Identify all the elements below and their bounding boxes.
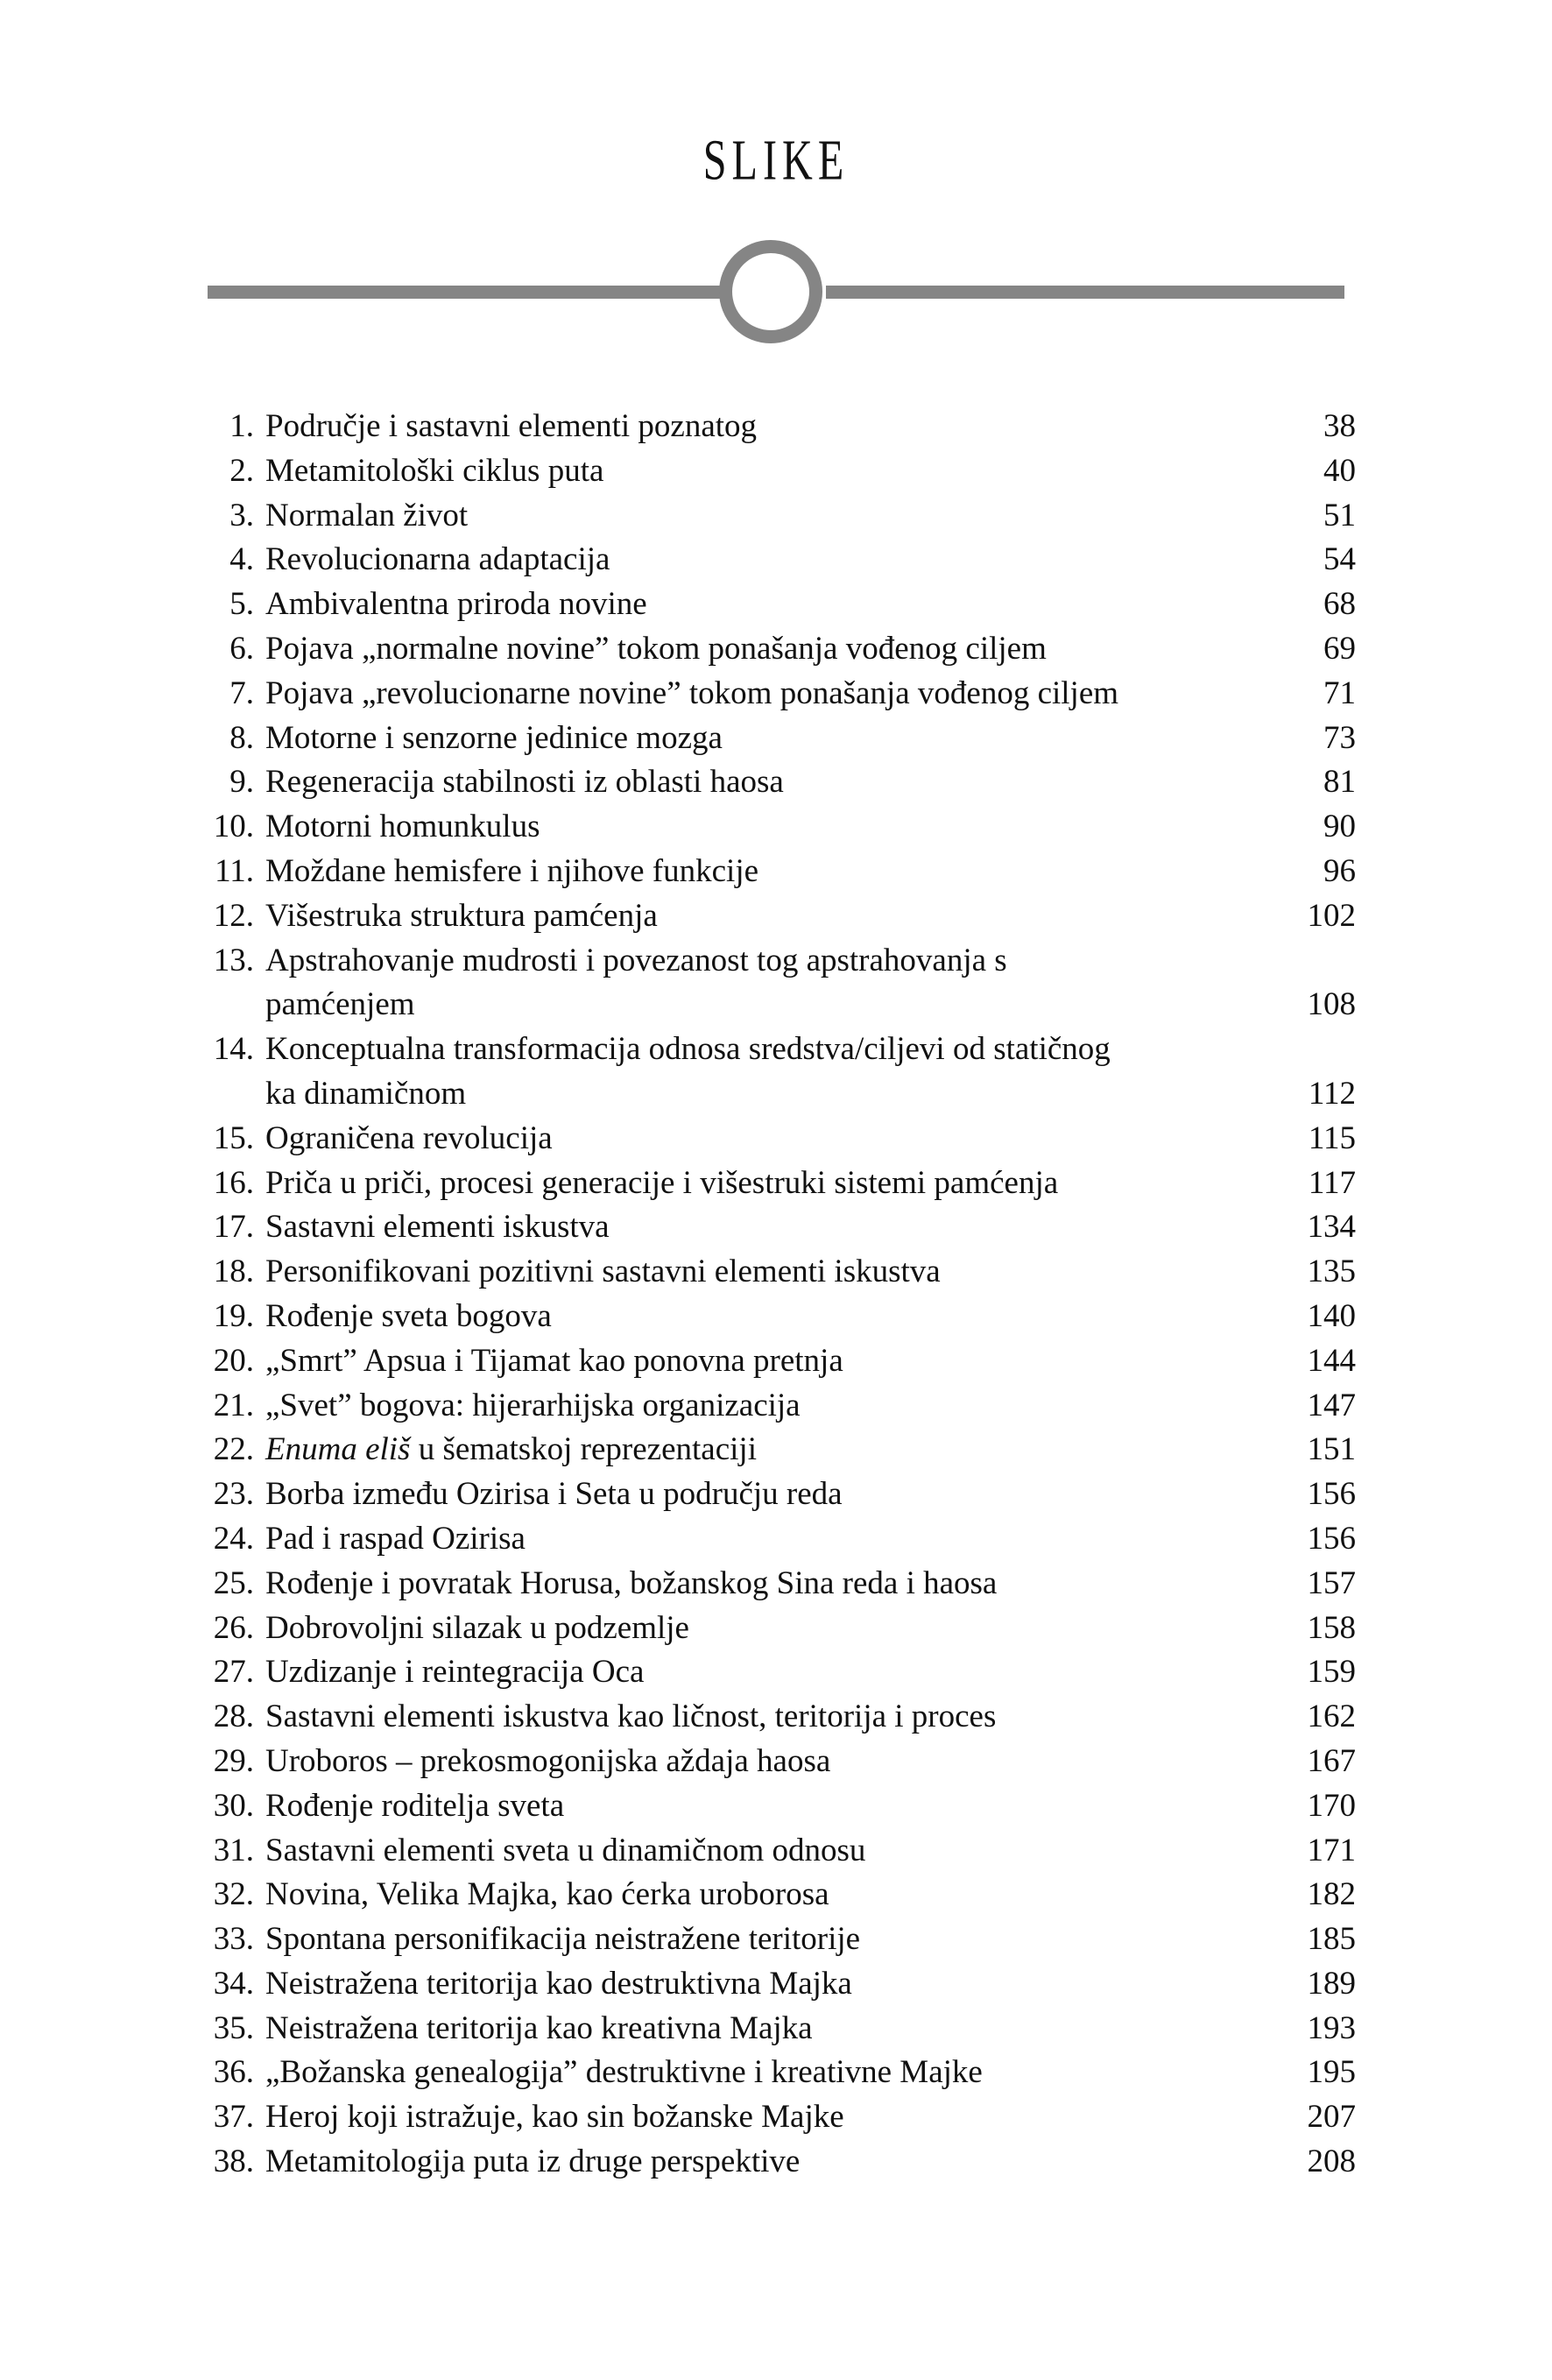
figure-page-number: 90 (1323, 809, 1356, 845)
figure-list-item[interactable] (200, 1028, 1356, 1072)
figure-list-item[interactable] (200, 2140, 1356, 2185)
figure-number: 20. (213, 1342, 254, 1379)
circle-ornament-icon (719, 240, 822, 343)
figure-list-item-continuation[interactable] (200, 1072, 1356, 1117)
figure-caption-italic: Enuma eliš (265, 1431, 411, 1468)
figure-caption: Motorne i senzorne jedinice mozga (265, 719, 723, 756)
figure-page-number: 68 (1323, 586, 1356, 623)
figure-page-number: 159 (1307, 1654, 1356, 1691)
figure-number: 17. (213, 1209, 254, 1246)
figure-number: 19. (213, 1297, 254, 1334)
figure-page-number: 189 (1307, 1965, 1356, 2002)
figure-list-item[interactable] (200, 672, 1356, 717)
figure-page-number: 157 (1307, 1564, 1356, 1601)
figure-list-item[interactable] (200, 1740, 1356, 1784)
figure-page-number: 158 (1307, 1609, 1356, 1646)
figure-list-item[interactable] (200, 1384, 1356, 1429)
figure-caption-continuation: ka dinamičnom (265, 1075, 467, 1112)
figure-number: 34. (213, 1965, 254, 2002)
figure-page-number: 96 (1323, 852, 1356, 889)
figure-number: 30. (213, 1787, 254, 1824)
figure-page-number: 117 (1308, 1164, 1356, 1201)
figure-number: 2. (229, 452, 254, 489)
figure-number: 38. (213, 2143, 254, 2180)
figure-number: 8. (229, 719, 254, 756)
figure-list-item[interactable] (200, 2051, 1356, 2095)
figure-page-number: 40 (1323, 452, 1356, 489)
figure-caption: Sastavni elementi iskustva kao ličnost, teritorija i proces (265, 1698, 997, 1735)
figure-caption: Borba između Ozirisa i Seta u području reda (265, 1476, 843, 1513)
figure-caption: Rođenje sveta bogova (265, 1297, 552, 1334)
figure-list-item[interactable] (200, 1295, 1356, 1339)
rule-right-segment (826, 286, 1344, 299)
figure-list-item[interactable] (200, 1162, 1356, 1206)
figure-page-number: 185 (1307, 1921, 1356, 1958)
figure-list-item[interactable] (200, 894, 1356, 939)
figure-number: 9. (229, 764, 254, 801)
figure-caption: Rođenje i povratak Horusa, božanskog Sina reda i haosa (265, 1564, 998, 1601)
figure-page-number: 156 (1307, 1520, 1356, 1557)
figure-page-number: 69 (1323, 630, 1356, 667)
figure-list-item[interactable] (200, 760, 1356, 805)
figure-page-number: 182 (1307, 1876, 1356, 1913)
figure-caption: Pojava „revolucionarne novine” tokom ponašanja vođenog ciljem (265, 674, 1119, 711)
figure-number: 26. (213, 1609, 254, 1646)
figure-number: 22. (213, 1431, 254, 1468)
figure-page-number: 140 (1307, 1297, 1356, 1334)
figure-list (200, 405, 1356, 2185)
figure-caption: Pojava „normalne novine” tokom ponašanja vođenog ciljem (265, 630, 1047, 667)
figure-number: 31. (213, 1832, 254, 1868)
figure-caption: „Svet” bogova: hijerarhijska organizacija (265, 1387, 801, 1423)
figure-page-number: 144 (1307, 1342, 1356, 1379)
rule-left-segment (208, 286, 726, 299)
figure-caption: Priča u priči, procesi generacije i višestruki sistemi pamćenja (265, 1164, 1059, 1201)
figure-number: 37. (213, 2099, 254, 2136)
figure-number: 32. (213, 1876, 254, 1913)
figure-list-item[interactable] (200, 1428, 1356, 1472)
figure-caption: Moždane hemisfere i njihove funkcije (265, 852, 759, 889)
figure-number: 7. (229, 674, 254, 711)
figure-page-number: 115 (1308, 1119, 1356, 1156)
figure-page-number: 167 (1307, 1742, 1356, 1779)
figure-number: 11. (215, 852, 254, 889)
figure-list-item[interactable] (200, 1117, 1356, 1162)
figure-number: 14. (213, 1031, 254, 1068)
figure-list-item[interactable] (200, 717, 1356, 761)
figure-caption-continuation: pamćenjem (265, 986, 415, 1023)
figure-number: 5. (229, 586, 254, 623)
figure-list-item[interactable] (200, 1562, 1356, 1607)
figure-caption: Područje i sastavni elementi poznatog (265, 408, 758, 444)
figure-number: 13. (213, 942, 254, 978)
figure-caption-rest: u šematskoj reprezentaciji (410, 1431, 757, 1468)
figure-number: 3. (229, 497, 254, 533)
figure-list-item[interactable] (200, 2007, 1356, 2052)
figure-list-item[interactable] (200, 538, 1356, 583)
figure-number: 21. (213, 1387, 254, 1423)
figure-caption: Normalan život (265, 497, 469, 533)
figure-list-item[interactable] (200, 2095, 1356, 2140)
figure-page-number: 195 (1307, 2054, 1356, 2091)
figure-number: 4. (229, 541, 254, 578)
figure-page-number: 162 (1307, 1698, 1356, 1735)
figure-list-item[interactable] (200, 405, 1356, 449)
figure-caption: Metamitologija puta iz druge perspektive (265, 2143, 801, 2180)
figure-number: 18. (213, 1254, 254, 1290)
figure-page-number: 38 (1323, 408, 1356, 444)
figure-list-item[interactable] (200, 627, 1356, 672)
figure-caption: Novina, Velika Majka, kao ćerka uroborosa (265, 1876, 829, 1913)
page-title: SLIKE (702, 128, 850, 193)
figure-number: 29. (213, 1742, 254, 1779)
figure-list-item[interactable] (200, 939, 1356, 984)
figure-list-item[interactable] (200, 1517, 1356, 1562)
figure-caption: Revolucionarna adaptacija (265, 541, 610, 578)
figure-number: 28. (213, 1698, 254, 1735)
figure-list-item[interactable] (200, 1205, 1356, 1250)
figure-list-item[interactable] (200, 1962, 1356, 2007)
figure-caption: Pad i raspad Ozirisa (265, 1520, 526, 1557)
figure-page-number: 54 (1323, 541, 1356, 578)
figure-caption: Ambivalentna priroda novine (265, 586, 647, 623)
figure-number: 27. (213, 1654, 254, 1691)
figure-caption: Regeneracija stabilnosti iz oblasti haosa (265, 764, 784, 801)
figure-list-item[interactable] (200, 1695, 1356, 1740)
figure-page-number: 71 (1323, 674, 1356, 711)
figure-caption: Spontana personifikacija neistražene teritorije (265, 1921, 861, 1958)
figure-page-number: 81 (1323, 764, 1356, 801)
figure-list-item[interactable] (200, 1784, 1356, 1829)
figure-caption: Rođenje roditelja sveta (265, 1787, 565, 1824)
figure-page-number: 102 (1307, 897, 1356, 934)
figure-caption: Metamitološki ciklus puta (265, 452, 604, 489)
figure-caption: Dobrovoljni silazak u podzemlje (265, 1609, 689, 1646)
figure-number: 25. (213, 1564, 254, 1601)
figure-number: 15. (213, 1119, 254, 1156)
figure-list-item[interactable] (200, 1250, 1356, 1295)
figure-caption: Neistražena teritorija kao destruktivna Majka (265, 1965, 852, 2002)
figure-page-number: 73 (1323, 719, 1356, 756)
figure-number: 12. (213, 897, 254, 934)
figure-list-item[interactable] (200, 805, 1356, 850)
figure-list-item[interactable] (200, 1472, 1356, 1517)
figure-page-number: 207 (1307, 2099, 1356, 2136)
figure-page-number: 156 (1307, 1476, 1356, 1513)
figure-caption: Ograničena revolucija (265, 1119, 553, 1156)
figure-page-number: 135 (1307, 1254, 1356, 1290)
figure-caption: Apstrahovanje mudrosti i povezanost tog apstrahovanja s (265, 942, 1007, 978)
figure-caption: Konceptualna transformacija odnosa sredstva/ciljevi od statičnog (265, 1031, 1111, 1068)
figure-page-number: 151 (1307, 1431, 1356, 1468)
figure-number: 1. (229, 408, 254, 444)
figure-page-number: 193 (1307, 2009, 1356, 2046)
figure-number: 36. (213, 2054, 254, 2091)
figure-page-number: 134 (1307, 1209, 1356, 1246)
figure-caption: „Božanska genealogija” destruktivne i kreativne Majke (265, 2054, 983, 2091)
figure-number: 23. (213, 1476, 254, 1513)
figure-page-number: 112 (1308, 1075, 1356, 1112)
figure-number: 33. (213, 1921, 254, 1958)
figure-list-item[interactable] (200, 1873, 1356, 1917)
section-ornament (208, 237, 1344, 349)
figure-caption: Sastavni elementi sveta u dinamičnom odnosu (265, 1832, 866, 1868)
figure-list-item[interactable] (200, 1917, 1356, 1962)
figure-page-number: 171 (1307, 1832, 1356, 1868)
figure-page-number: 170 (1307, 1787, 1356, 1824)
figure-page-number: 147 (1307, 1387, 1356, 1423)
figure-number: 24. (213, 1520, 254, 1557)
figure-number: 6. (229, 630, 254, 667)
figure-list-item[interactable] (200, 1829, 1356, 1874)
figure-page-number: 208 (1307, 2143, 1356, 2180)
figure-caption: Višestruka struktura pamćenja (265, 897, 658, 934)
figure-caption: Sastavni elementi iskustva (265, 1209, 610, 1246)
figure-list-item-continuation[interactable] (200, 983, 1356, 1028)
figure-caption: Heroj koji istražuje, kao sin božanske Majke (265, 2099, 844, 2136)
figure-page-number: 51 (1323, 497, 1356, 533)
figure-caption: Uroboros – prekosmogonijska aždaja haosa (265, 1742, 831, 1779)
figure-list-item[interactable] (200, 1607, 1356, 1651)
figure-list-item[interactable] (200, 583, 1356, 627)
figure-page-number: 108 (1307, 986, 1356, 1023)
figure-caption: „Smrt” Apsua i Tijamat kao ponovna pretnja (265, 1342, 843, 1379)
figure-list-item[interactable] (200, 494, 1356, 539)
figure-number: 16. (213, 1164, 254, 1201)
figure-caption: Uzdizanje i reintegracija Oca (265, 1654, 645, 1691)
figure-list-item[interactable] (200, 1650, 1356, 1695)
figure-caption: Personifikovani pozitivni sastavni elementi iskustva (265, 1254, 941, 1290)
figure-list-item[interactable] (200, 1339, 1356, 1384)
figure-caption: Neistražena teritorija kao kreativna Majka (265, 2009, 813, 2046)
figure-list-item[interactable] (200, 850, 1356, 894)
figure-list-item[interactable] (200, 449, 1356, 494)
figure-caption (254, 1428, 1252, 1472)
figure-number: 35. (213, 2009, 254, 2046)
figure-caption: Motorni homunkulus (265, 809, 540, 845)
figure-number: 10. (213, 809, 254, 845)
